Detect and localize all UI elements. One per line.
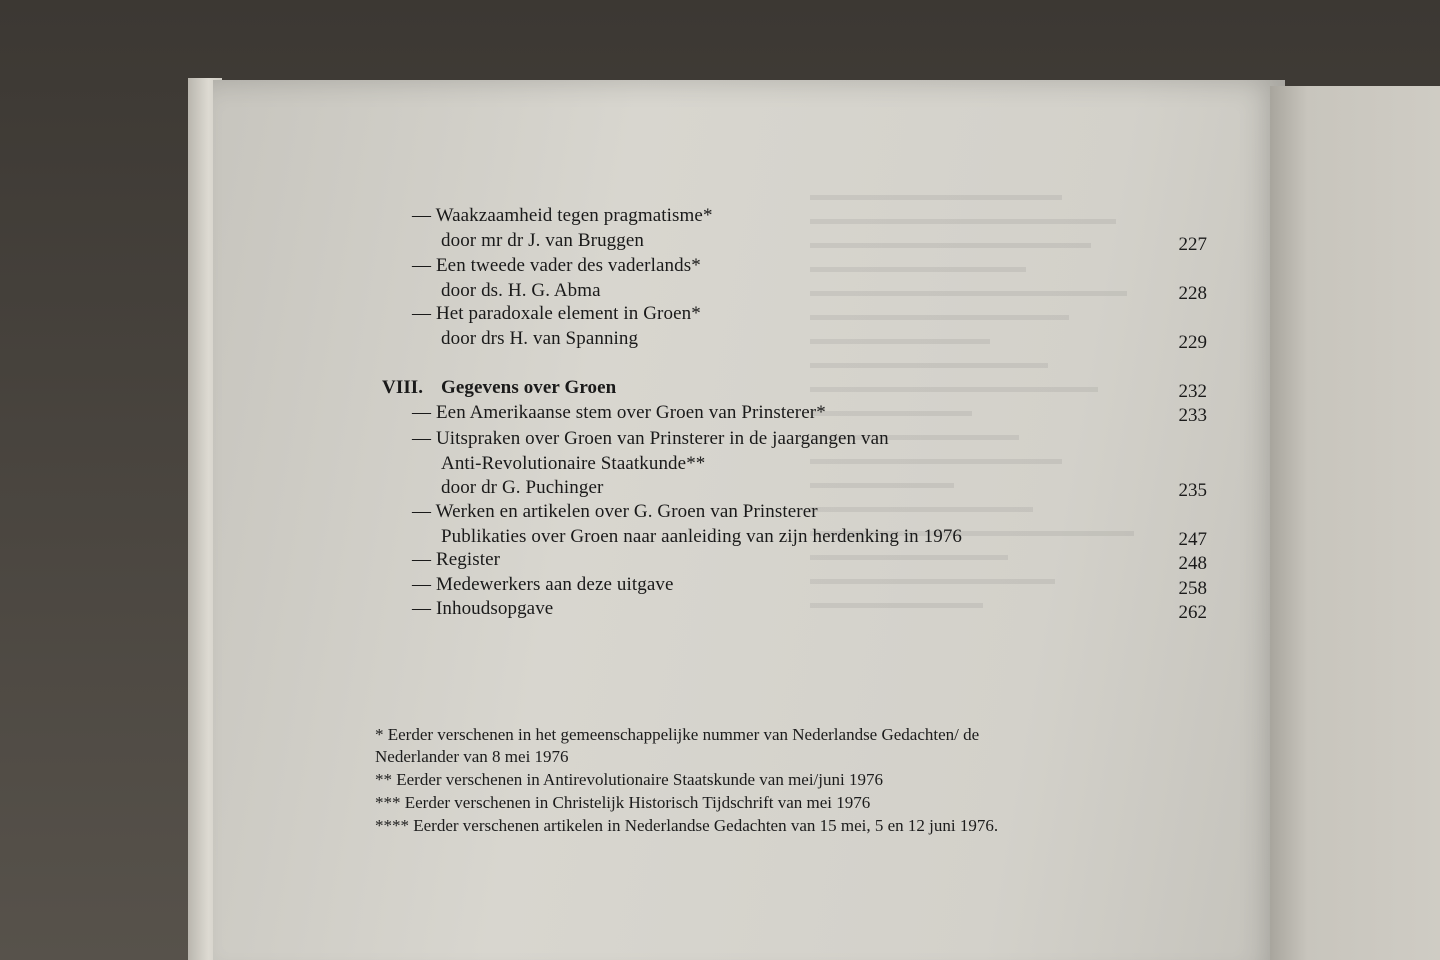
footnote-4: **** Eerder verschenen artikelen in Nederlandse Gedachten van 15 mei, 5 en 12 juni 1976. <box>375 816 999 835</box>
facing-page <box>1270 86 1440 960</box>
toc-entry-title: — Een tweede vader des vaderlands* <box>412 255 701 276</box>
toc-page-number: 229 <box>1178 332 1207 353</box>
toc-page-number: 247 <box>1178 529 1207 550</box>
toc-entry-subtitle: Publikaties over Groen naar aanleiding van zijn herdenking in 1976 <box>441 526 963 547</box>
toc-entry-title: — Een Amerikaanse stem over Groen van Prinsterer* <box>412 402 826 423</box>
section-numeral: VIII. <box>382 377 424 398</box>
toc-page-number: 227 <box>1178 234 1207 255</box>
toc-entry-author: door ds. H. G. Abma <box>441 280 601 301</box>
toc-page-number: 233 <box>1178 405 1207 426</box>
bleed-through-text <box>810 195 1170 715</box>
toc-entry-title: — Uitspraken over Groen van Prinsterer in de jaargangen van <box>412 428 889 449</box>
toc-page-number: 258 <box>1178 578 1207 599</box>
toc-entry-title: — Register <box>412 549 501 570</box>
toc-page-number: 262 <box>1178 602 1207 623</box>
toc-page-number: 232 <box>1178 381 1207 402</box>
toc-entry-title: — Werken en artikelen over G. Groen van Prinsterer <box>412 501 818 522</box>
footnote-2: ** Eerder verschenen in Antirevolutionaire Staatskunde van mei/juni 1976 <box>375 770 883 789</box>
footnote-1-continued: Nederlander van 8 mei 1976 <box>375 747 569 766</box>
toc-entry-title: — Medewerkers aan deze uitgave <box>412 574 674 595</box>
toc-page-number: 228 <box>1178 283 1207 304</box>
toc-entry-title: — Het paradoxale element in Groen* <box>412 303 701 324</box>
toc-entry-author: door dr G. Puchinger <box>441 477 604 498</box>
toc-entry-author: door drs H. van Spanning <box>441 328 639 349</box>
toc-entry-title: — Waakzaamheid tegen pragmatisme* <box>412 205 713 226</box>
footnote-1: * Eerder verschenen in het gemeenschappelijke nummer van Nederlandse Gedachten/ de <box>375 725 980 744</box>
toc-page-number: 235 <box>1178 480 1207 501</box>
section-title: Gegevens over Groen <box>441 377 617 398</box>
footnote-3: *** Eerder verschenen in Christelijk Historisch Tijdschrift van mei 1976 <box>375 793 871 812</box>
toc-entry-subtitle: Anti-Revolutionaire Staatkunde** <box>441 453 706 474</box>
toc-entry-author: door mr dr J. van Bruggen <box>441 230 645 251</box>
toc-page-number: 248 <box>1178 553 1207 574</box>
toc-entry-title: — Inhoudsopgave <box>412 598 554 619</box>
